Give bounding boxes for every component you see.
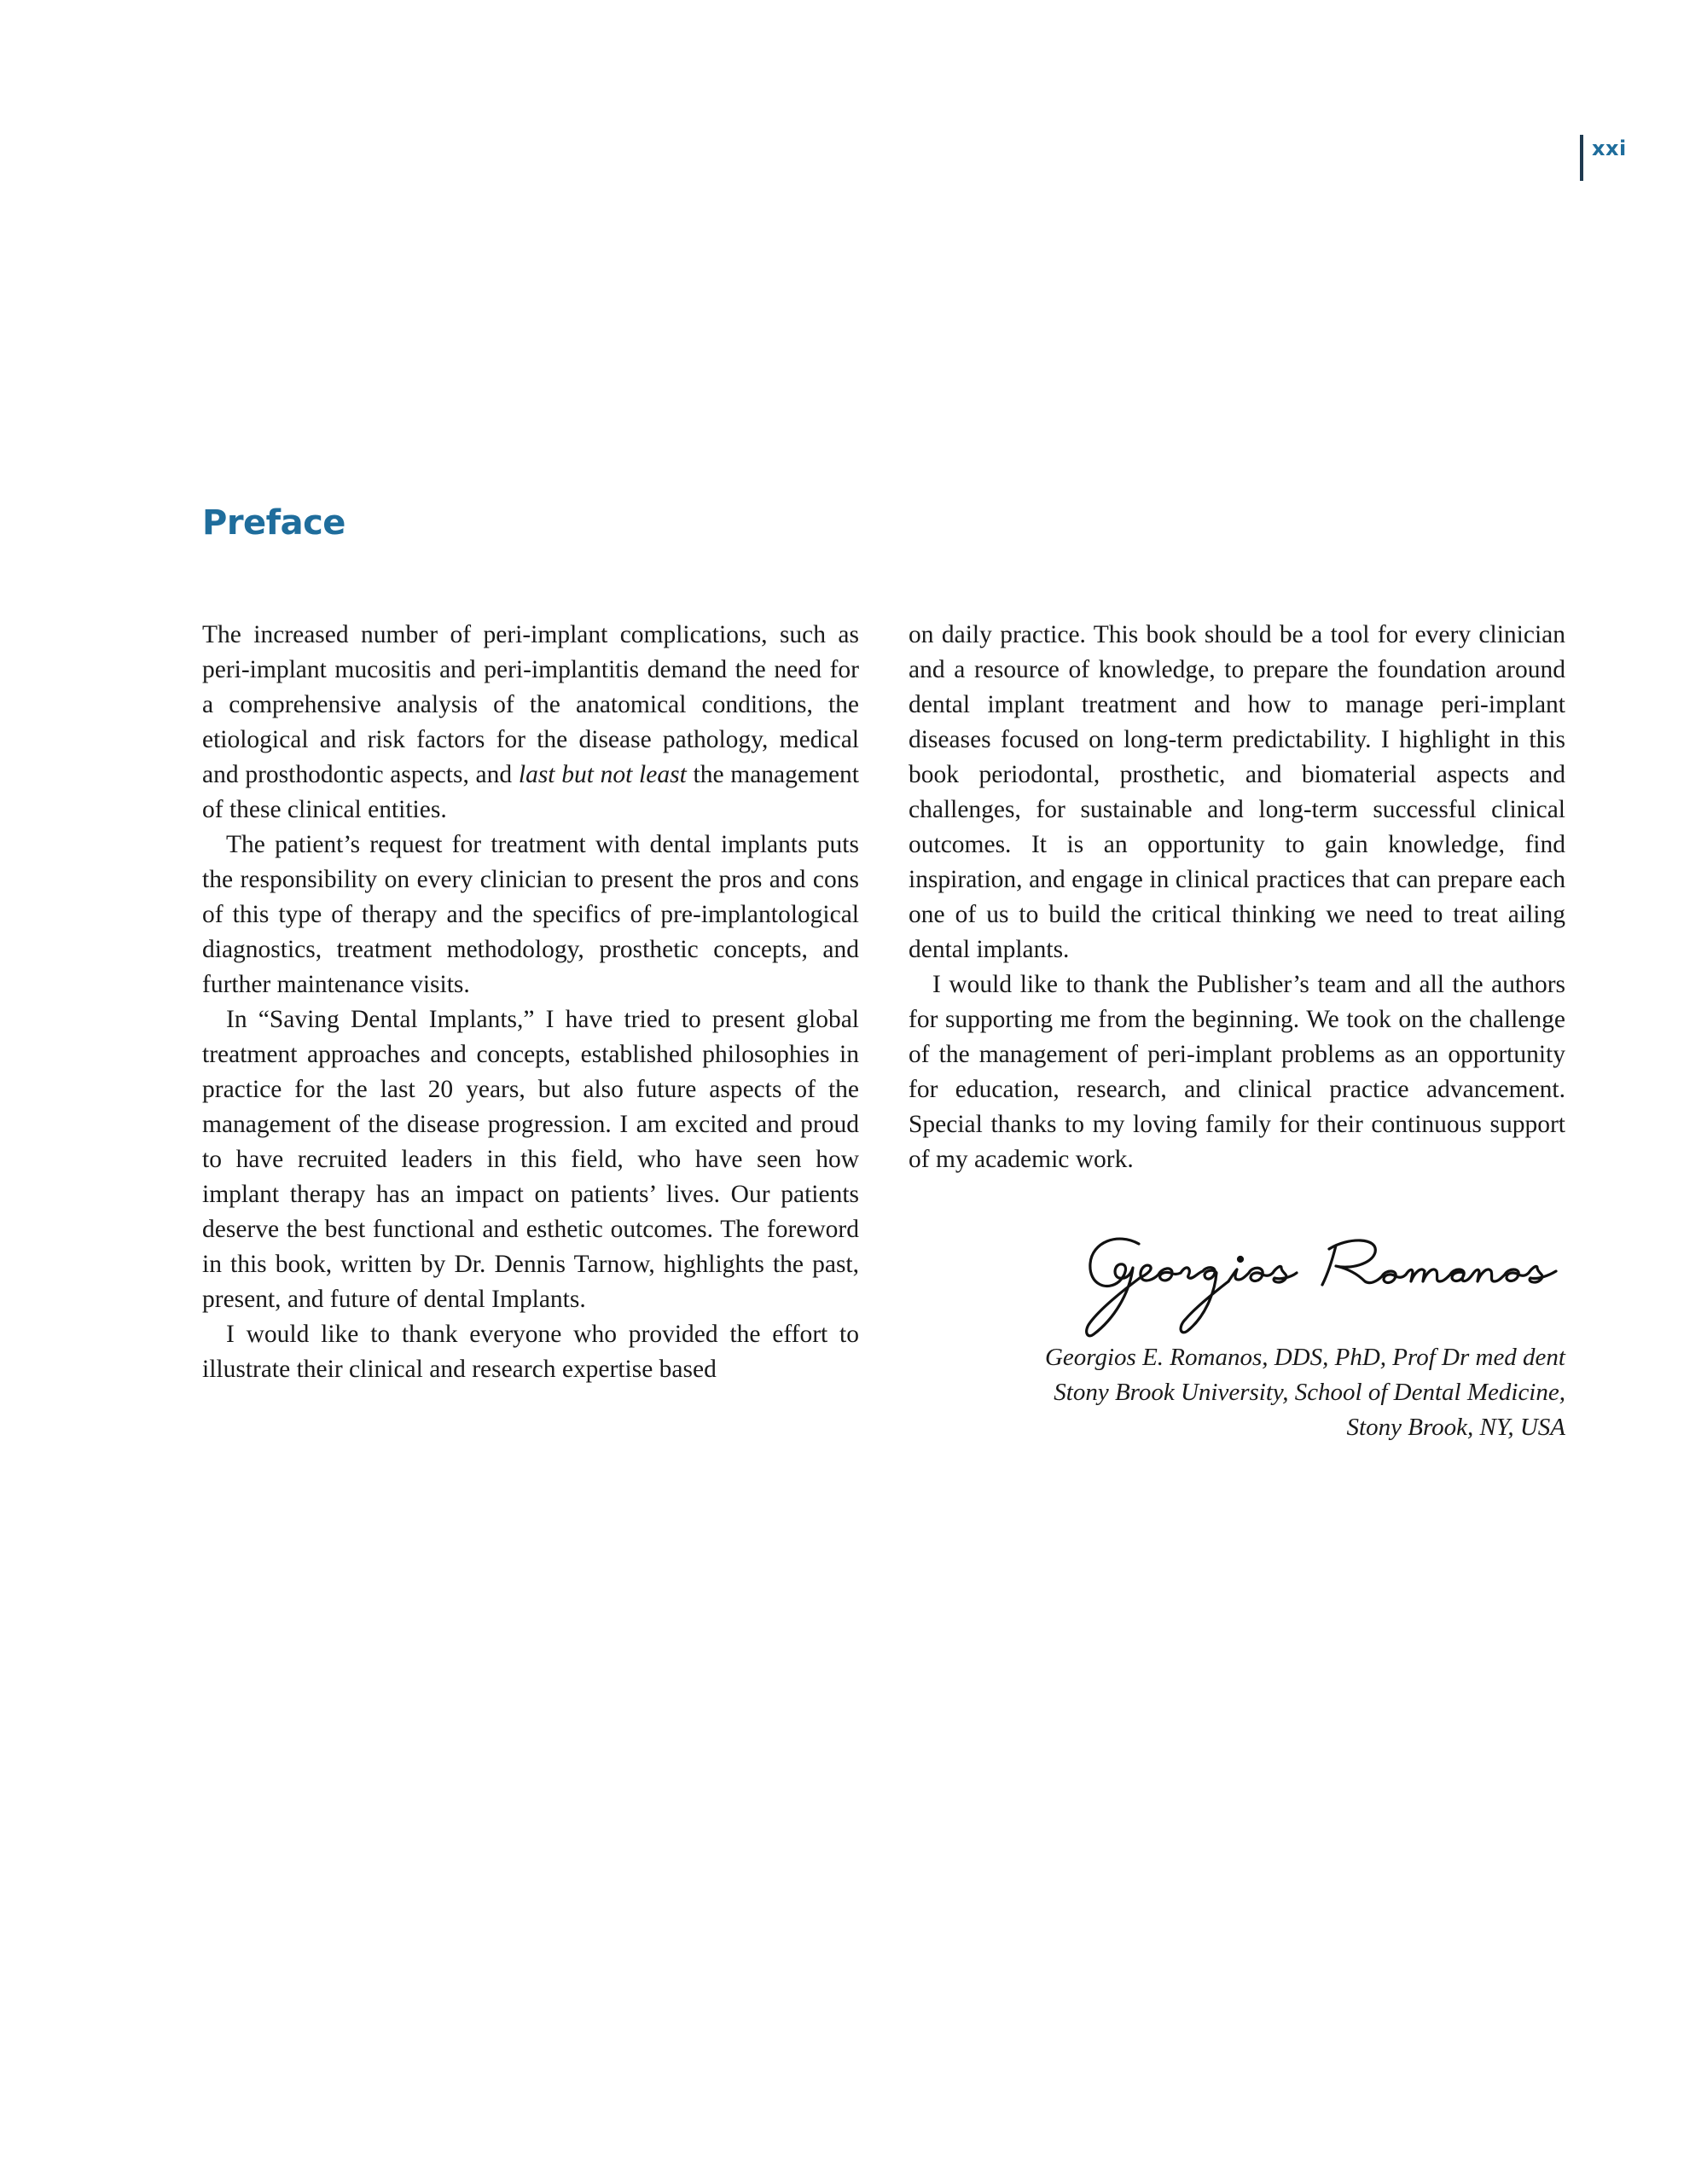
author-institution-line: Stony Brook University, School of Dental Medicine, [1054, 1379, 1565, 1406]
left-paragraph-1: The increased number of peri-implant complications, such as peri-implant mucositis and peri-implantitis demand the need for a comprehensive analysis of the anatomical conditions, the etiological and risk factors for the disease pathology, medical and prosthodontic aspects, and last but not least the management of these clinical entities. [202, 621, 859, 823]
page-number-rule [1580, 135, 1583, 181]
page-title: Preface [202, 503, 345, 543]
author-affiliation [909, 1340, 1565, 1445]
right-paragraph-2: I would like to thank the Publisher’s team and all the authors for supporting me from the beginning. We took on the challenge of the management of peri-implant problems as an opportunity for education, research, and clinical practice advancement. Special thanks to my loving family for their continuous support of my academic work. [909, 971, 1565, 1173]
page-number: xxi [1592, 136, 1627, 160]
left-paragraph-2: The patient’s request for treatment with dental implants puts the responsibility on every clinician to present the pros and cons of this type of therapy and the specifics of pre-implantological diagnostics, treatment methodology, prosthetic concepts, and further maintenance visits. [202, 831, 859, 998]
left-paragraph-4: I would like to thank everyone who provided the effort to illustrate their clinical and research expertise based [202, 1321, 859, 1383]
left-paragraph-3: In “Saving Dental Implants,” I have tried to present global treatment approaches and concepts, established philosophies in practice for the last 20 years, but also future aspects of the management of the disease progression. I am excited and proud to have recruited leaders in this field, who have seen how implant therapy has an impact on patients’ lives. Our patients deserve the best functional and esthetic outcomes. The foreword in this book, written by Dr. Dennis Tarnow, highlights the past, present, and future of dental Implants. [202, 1006, 859, 1313]
left-column [202, 618, 859, 1387]
emphasis-last-but-not-least: last but not least [518, 761, 687, 788]
right-column [909, 618, 1565, 1177]
author-location-line: Stony Brook, NY, USA [1346, 1414, 1565, 1441]
right-paragraph-1: on daily practice. This book should be a tool for every clinician and a resource of knowledge, to prepare the foundation around dental implant treatment and how to manage peri-implant diseases focused on long-term predictability. I highlight in this book periodontal, prosthetic, and biomaterial aspects and challenges, for sustainable and long-term successful clinical outcomes. It is an opportunity to gain knowledge, find inspiration, and engage in clinical practices that can prepare each one of us to build the critical thinking we need to treat ailing dental implants. [909, 621, 1565, 963]
handwritten-signature [1058, 1225, 1570, 1345]
author-name-line: Georgios E. Romanos, DDS, PhD, Prof Dr med dent [1044, 1344, 1565, 1371]
